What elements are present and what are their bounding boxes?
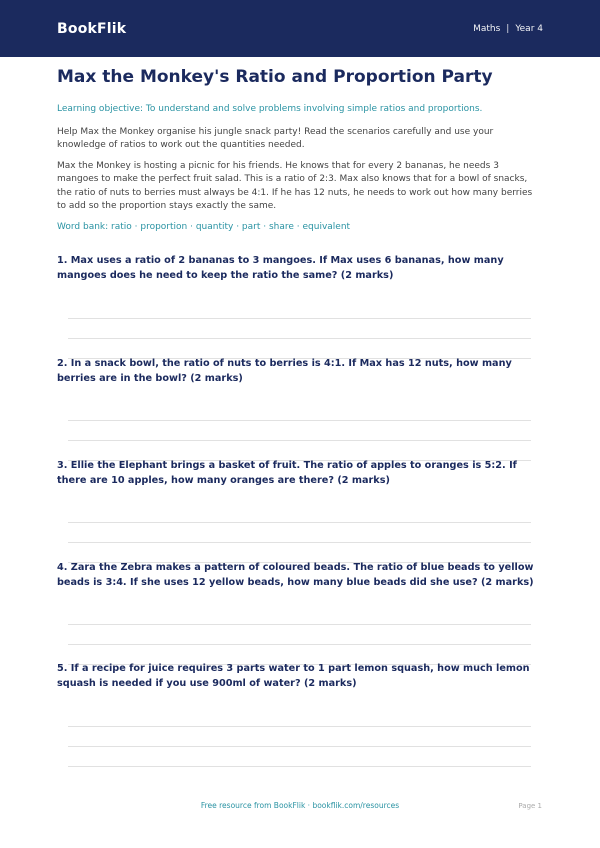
page-title: Max the Monkey's Ratio and Proportion Party <box>57 67 493 87</box>
answer-line[interactable] <box>68 420 531 421</box>
answer-line[interactable] <box>68 624 531 625</box>
question-text: 3. Ellie the Elephant brings a basket of fruit. The ratio of apples to oranges is 5:2. If there are 10 apples, how many oranges are there? (2 marks) <box>57 460 517 486</box>
word-bank: Word bank: ratio · proportion · quantity · part · share · equivalent <box>57 222 351 233</box>
question-1 <box>57 254 537 283</box>
year-label: Year 4 <box>515 23 543 34</box>
question-5 <box>57 662 537 691</box>
answer-line[interactable] <box>68 440 531 441</box>
answer-line[interactable] <box>68 318 531 319</box>
question-text: 4. Zara the Zebra makes a pattern of coloured beads. The ratio of blue beads to yellow beads is 3:4. If she uses 12 yellow beads, how many blue beads did she use? (2 marks) <box>57 562 534 588</box>
header-meta <box>473 24 543 34</box>
question-text: 1. Max uses a ratio of 2 bananas to 3 mangoes. If Max uses 6 bananas, how many mangoes does he need to keep the ratio the same? (2 marks) <box>57 255 504 281</box>
answer-line[interactable] <box>68 726 531 727</box>
question-3 <box>57 459 537 488</box>
brand-logo: BookFlik <box>57 20 127 37</box>
meta-separator: | <box>506 23 510 34</box>
answer-line[interactable] <box>68 338 531 339</box>
page-header <box>0 0 600 57</box>
subject-label: Maths <box>473 23 501 34</box>
answer-line[interactable] <box>68 542 531 543</box>
page-footer <box>0 801 600 815</box>
question-4 <box>57 561 537 590</box>
footer-resource-link[interactable]: Free resource from BookFlik · bookflik.com/resources <box>200 801 400 810</box>
intro-paragraph: Help Max the Monkey organise his jungle snack party! Read the scenarios carefully and use your knowledge of ratios to work out the quantities needed. <box>57 127 494 151</box>
question-2 <box>57 357 537 386</box>
scenario-paragraph: Max the Monkey is hosting a picnic for his friends. He knows that for every 2 bananas, he needs 3 mangoes to make the perfect fruit salad. This is a ratio of 2:3. Max also knows that for a bowl of snacks, the ratio of nuts to berries must always be 4:1. If he has 12 nuts, he needs to work out how many berries to add so the proportion stays exactly the same. <box>57 160 533 212</box>
worksheet-intro <box>57 66 543 234</box>
page-number: Page 1 <box>518 802 542 810</box>
question-text: 2. In a snack bowl, the ratio of nuts to berries is 4:1. If Max has 12 nuts, how many berries are in the bowl? (2 marks) <box>57 358 512 384</box>
answer-line[interactable] <box>68 766 531 767</box>
answer-line[interactable] <box>68 522 531 523</box>
question-text: 5. If a recipe for juice requires 3 parts water to 1 part lemon squash, how much lemon squash is needed if you use 900ml of water? (2 marks) <box>57 663 530 689</box>
answer-line[interactable] <box>68 644 531 645</box>
answer-line[interactable] <box>68 746 531 747</box>
learning-objective: Learning objective: To understand and solve problems involving simple ratios and proportions. <box>57 104 483 114</box>
